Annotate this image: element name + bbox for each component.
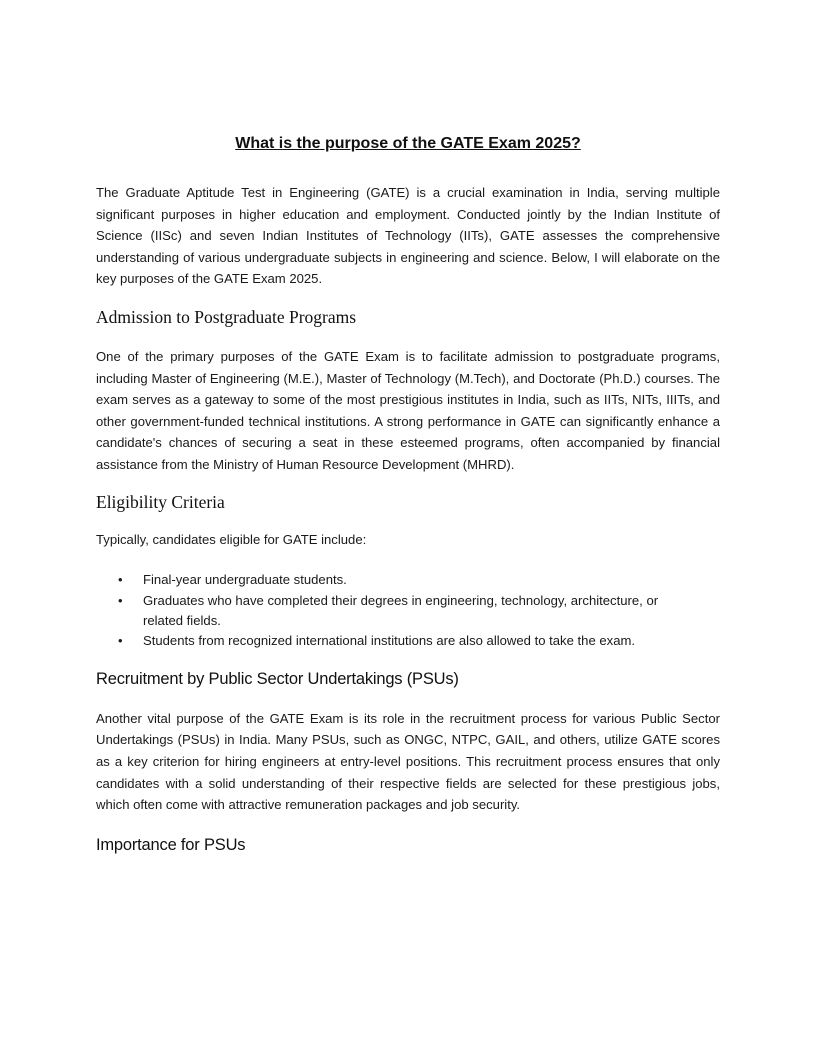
eligibility-paragraph: Typically, candidates eligible for GATE include: bbox=[96, 531, 367, 547]
section-heading-admission: Admission to Postgraduate Programs bbox=[96, 306, 357, 327]
bullet-icon: • bbox=[118, 572, 123, 588]
list-item: • Graduates who have completed their degrees in engineering, technology, architecture, or related fields. bbox=[118, 592, 659, 628]
bullet-icon: • bbox=[118, 592, 123, 608]
section-heading-recruitment: Recruitment by Public Sector Undertakings (PSUs) bbox=[96, 669, 459, 688]
list-item: • Final-year undergraduate students. bbox=[96, 570, 720, 590]
eligibility-list bbox=[96, 570, 720, 652]
section-heading-importance: Importance for PSUs bbox=[96, 835, 246, 854]
page-title: What is the purpose of the GATE Exam 2025? bbox=[235, 135, 581, 152]
admission-paragraph: One of the primary purposes of the GATE Exam is to facilitate admission to postgraduate programs, including Master of Engineering (M.E.), Master of Technology (M.Tech), and Doctorate (Ph.D.) courses. The exam serves as a gateway to some of the most prestigious institutes in India, such as IITs, NITs, IIITs, and other government-funded technical institutions. A strong performance in GATE can significantly enhance a candidate's chances of securing a seat in these esteemed programs, often accompanied by financial assistance from the Ministry of Human Resource Development (MHRD). bbox=[96, 348, 720, 472]
recruitment-paragraph: Another vital purpose of the GATE Exam is its role in the recruitment process for various Public Sector Undertakings (PSUs) in India. Many PSUs, such as ONGC, NTPC, GAIL, and others, utilize GATE scores as a key criterion for hiring engineers at entry-level positions. This recruitment process ensures that only candidates with a solid understanding of their respective fields are selected for these prestigious jobs, which often come with attractive remuneration packages and job security. bbox=[96, 710, 720, 813]
list-item: • Students from recognized international institutions are also allowed to take the exam. bbox=[96, 631, 720, 651]
bullet-icon: • bbox=[118, 633, 123, 649]
section-heading-eligibility: Eligibility Criteria bbox=[96, 491, 225, 512]
intro-paragraph: The Graduate Aptitude Test in Engineering (GATE) is a crucial examination in India, serving multiple significant purposes in higher education and employment. Conducted jointly by the Indian Institute of Science (IISc) and seven Indian Institutes of Technology (IITs), GATE assesses the comprehensive understanding of various undergraduate subjects in engineering and science. Below, I will elaborate on the key purposes of the GATE Exam 2025. bbox=[96, 185, 720, 287]
